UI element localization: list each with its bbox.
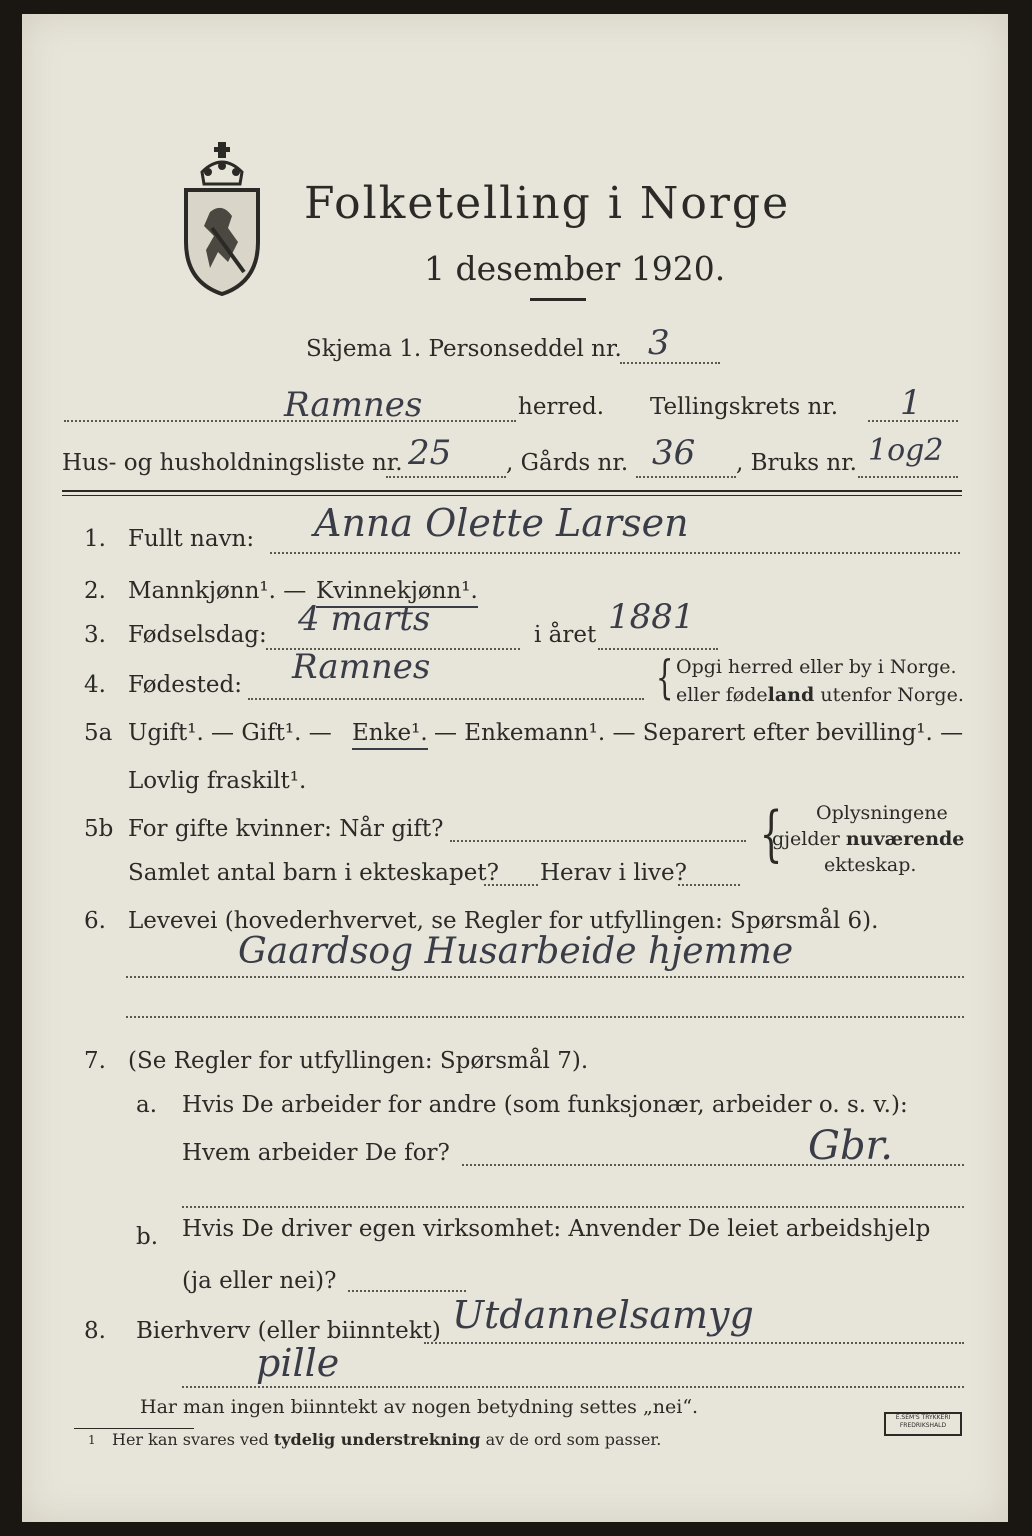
q6-line-1 [126, 976, 964, 978]
bruks-line [858, 476, 958, 478]
q5a-text-line2: Lovlig fraskilt¹. [128, 768, 307, 794]
herred-label: herred. [518, 394, 605, 420]
q5b-when-line [450, 840, 746, 842]
title-divider [530, 298, 586, 301]
q4-label: Fødested: [128, 672, 243, 698]
q6-line-2 [126, 1016, 964, 1018]
birthplace-value: Ramnes [292, 647, 431, 687]
q8-label: Bierhverv (eller biinntekt) [136, 1318, 441, 1344]
q2-mannkjonn: Mannkjønn¹. — [128, 578, 307, 604]
q5b-when-married-label: For gifte kvinner: Når gift? [128, 816, 444, 842]
husholdningsliste-line [386, 476, 506, 478]
skjema-label: Skjema 1. Personseddel nr. [306, 336, 622, 362]
birth-day-value: 4 marts [298, 599, 431, 639]
q7b-text: Hvis De driver egen virksomhet: Anvender De leiet arbeidshjelp [182, 1216, 931, 1242]
footnote-text: Her kan svares ved tydelig understrekning av de ord som passer. [112, 1430, 662, 1449]
q7b-question: (ja eller nei)? [182, 1268, 337, 1294]
footnote-rule [74, 1428, 194, 1429]
herred-value: Ramnes [284, 385, 423, 425]
q4-note-line1: Opgi herred eller by i Norge. [676, 656, 957, 678]
q5b-alive-line [678, 884, 740, 886]
q5b-children-line [484, 884, 538, 886]
personseddel-line [620, 362, 720, 364]
tellingskrets-value: 1 [900, 383, 922, 423]
q5b-note-1: Oplysningene [816, 802, 948, 824]
bruks-label: , Bruks nr. [736, 450, 857, 476]
q5b-children-label: Samlet antal barn i ekteskapet? [128, 860, 499, 886]
q7b-line [348, 1290, 466, 1292]
q7-number: 7. [84, 1048, 106, 1074]
q7b-letter: b. [136, 1224, 159, 1250]
q3-year-label: i året [534, 622, 597, 648]
gards-value: 36 [652, 433, 696, 473]
husholdningsliste-value: 25 [408, 433, 452, 473]
q7-label: (Se Regler for utfyllingen: Spørsmål 7). [128, 1048, 589, 1074]
q5b-note-2: gjelder nuværende [772, 828, 965, 850]
printer-stamp-line1: E.SEM'S TRYKKERI [895, 1414, 951, 1421]
employer-value: Gbr. [808, 1123, 893, 1169]
form-title: Folketelling i Norge [304, 178, 791, 229]
q5a-enke-underlined: Enke¹. [352, 722, 428, 750]
norwegian-coat-of-arms-icon [182, 132, 262, 296]
q2-number: 2. [84, 578, 106, 604]
printer-stamp-line2: FREDRIKSHALD [899, 1422, 947, 1429]
gards-line [636, 476, 736, 478]
personseddel-nr-value: 3 [648, 323, 670, 363]
q8-line-1 [424, 1342, 964, 1344]
q7a-letter: a. [136, 1092, 158, 1118]
q6-label: Levevei (hovederhvervet, se Regler for utfyllingen: Spørsmål 6). [128, 908, 879, 934]
side-income-value-2: pille [256, 1341, 340, 1385]
gards-label: , Gårds nr. [506, 450, 629, 476]
q2-kvinnekjonn-underlined: Kvinnekjønn¹. [316, 580, 478, 608]
q5a-number: 5a [84, 720, 113, 746]
q8-line-2 [182, 1386, 964, 1388]
q1-line [270, 552, 960, 554]
header-rule-thick [62, 490, 962, 492]
occupation-value: Gaardsog Husarbeide hjemme [238, 931, 794, 972]
q5a-text-b: — Enkemann¹. — Separert efter bevilling¹. — [434, 720, 964, 746]
q6-number: 6. [84, 908, 106, 934]
q3-label: Fødselsdag: [128, 622, 267, 648]
footnote-mark: 1 [88, 1433, 96, 1447]
q4-note-line2: eller fødeland utenfor Norge. [676, 684, 964, 706]
q1-number: 1. [84, 526, 106, 552]
q8-number: 8. [84, 1318, 106, 1344]
q5b-note-3: ekteskap. [824, 854, 917, 876]
q5b-number: 5b [84, 816, 114, 842]
q5b-alive-label: Herav i live? [540, 860, 687, 886]
q5b-brace: { [759, 799, 783, 869]
bruks-value: 1og2 [868, 433, 944, 468]
census-form [22, 14, 1008, 1522]
q4-number: 4. [84, 672, 106, 698]
tellingskrets-label: Tellingskrets nr. [650, 394, 839, 420]
q7a-line-2 [182, 1206, 964, 1208]
side-income-value-1: Utdannelsamyg [452, 1293, 754, 1337]
q7a-text: Hvis De arbeider for andre (som funksjonær, arbeider o. s. v.): [182, 1092, 908, 1118]
q3-number: 3. [84, 622, 106, 648]
husholdningsliste-label: Hus- og husholdningsliste nr. [62, 450, 403, 476]
census-date: 1 desember 1920. [424, 249, 726, 288]
q7a-question: Hvem arbeider De for? [182, 1140, 450, 1166]
printer-stamp [884, 1412, 962, 1436]
header-rule-thin [62, 495, 962, 496]
q4-line [248, 698, 644, 700]
q4-brace: { [655, 650, 674, 704]
q1-label: Fullt navn: [128, 526, 255, 552]
q5a-text-a: Ugift¹. — Gift¹. — [128, 720, 332, 746]
q8-note: Har man ingen biinntekt av nogen betydning settes „nei“. [140, 1396, 699, 1418]
full-name-value: Anna Olette Larsen [314, 501, 689, 545]
birth-year-value: 1881 [608, 597, 695, 637]
